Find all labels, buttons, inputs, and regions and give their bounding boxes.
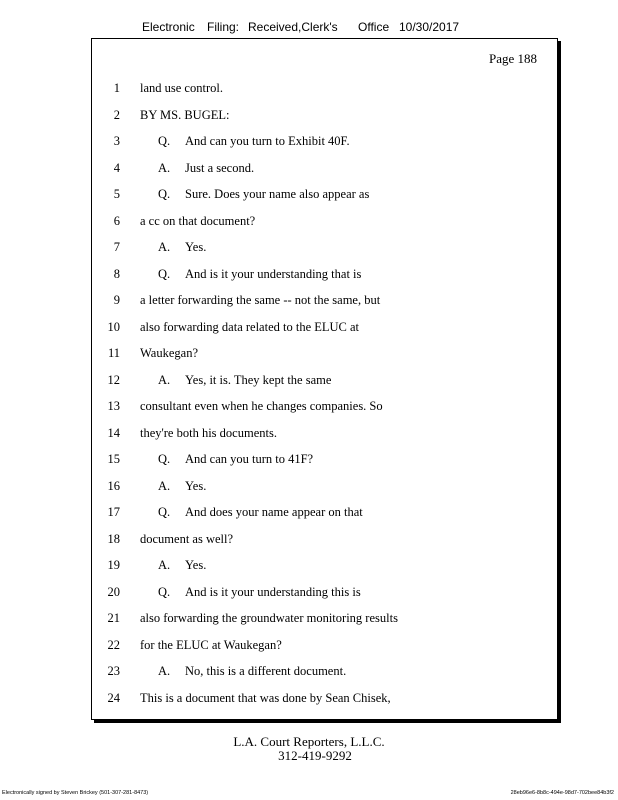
line-text (140, 346, 198, 361)
line-number: 15 (107, 452, 120, 466)
line-number: 22 (107, 637, 120, 652)
transcript-page (91, 38, 558, 720)
line-number: 12 (107, 372, 120, 387)
speaker-mark: Q. (158, 584, 171, 599)
transcript-line (92, 479, 557, 499)
line-content: BY MS. BUGEL: (140, 107, 230, 122)
line-text (140, 81, 223, 96)
line-content: document as well? (140, 531, 234, 546)
transcript-line (92, 108, 557, 128)
esign-right: 28eb96e6-8b8c-494e-98d7-702bee84b3f2 (510, 790, 614, 796)
line-number: 24 (107, 690, 120, 705)
transcript-line (92, 320, 557, 340)
line-number: 7 (113, 240, 120, 254)
transcript-line (92, 399, 557, 419)
speaker-mark: A. (158, 160, 171, 175)
transcript-line (92, 611, 557, 631)
line-number: 23 (107, 664, 120, 678)
line-content: a letter forwarding the same -- not the same, but (140, 293, 381, 307)
stamp-word-electronic: Electronic (142, 20, 195, 34)
line-text (140, 532, 233, 547)
line-number: 21 (107, 611, 120, 625)
court-reporter-name: L.A. Court Reporters, L.L.C. (233, 734, 385, 749)
line-text (140, 293, 380, 308)
line-text (158, 558, 206, 573)
transcript-line (92, 505, 557, 525)
line-number: 9 (113, 293, 120, 307)
line-text (158, 267, 361, 282)
line-content: Sure. Does your name also appear as (185, 187, 370, 201)
line-content: also forwarding data related to the ELUC at (140, 319, 360, 334)
line-content: Yes. (185, 240, 207, 254)
transcript-line (92, 214, 557, 234)
transcript-line (92, 558, 557, 578)
line-text (158, 134, 350, 149)
line-content: This is a document that was done by Sean Chisek, (140, 690, 391, 705)
line-text (158, 479, 206, 494)
line-content: Yes. (185, 478, 207, 493)
line-number: 8 (113, 266, 120, 281)
line-text (140, 611, 398, 626)
transcript-line (92, 638, 557, 658)
line-content: consultant even when he changes companies. So (140, 399, 383, 413)
speaker-mark: Q. (158, 505, 171, 519)
page-number: Page 188 (488, 51, 537, 66)
line-content: Yes, it is. They kept the same (185, 372, 332, 387)
court-reporter-phone: 312-419-9292 (278, 748, 352, 763)
line-content: Yes. (185, 558, 207, 572)
line-text (158, 664, 346, 679)
line-content: also forwarding the groundwater monitoring results (140, 611, 398, 625)
transcript-line (92, 585, 557, 605)
line-content: Just a second. (185, 160, 255, 175)
line-text (140, 638, 282, 653)
transcript-line (92, 691, 557, 711)
speaker-mark: A. (158, 372, 171, 387)
transcript-line (92, 134, 557, 154)
line-number: 16 (107, 478, 120, 493)
line-number: 11 (107, 346, 120, 360)
transcript-line (92, 452, 557, 472)
line-content: a cc on that document? (140, 213, 256, 228)
esign-left: Electronically signed by Steven Brickey (501-307-281-8473) (2, 790, 149, 796)
line-content: they're both his documents. (140, 425, 277, 440)
speaker-mark: A. (158, 240, 171, 254)
transcript-line (92, 532, 557, 552)
line-number: 20 (107, 584, 120, 599)
speaker-mark: Q. (158, 134, 171, 148)
stamp-word-received: Received,Clerk's (248, 20, 338, 34)
line-content: Waukegan? (140, 346, 198, 360)
stamp-date: 10/30/2017 (399, 20, 460, 34)
line-content: And does your name appear on that (185, 505, 363, 519)
filing-stamp (0, 20, 618, 38)
line-number: 13 (107, 399, 120, 413)
line-number: 18 (107, 531, 120, 546)
speaker-mark: A. (158, 558, 171, 572)
line-text (140, 426, 277, 441)
transcript-line (92, 426, 557, 446)
line-text (158, 452, 313, 467)
line-content: for the ELUC at Waukegan? (140, 637, 282, 652)
stamp-word-office: Office (358, 20, 390, 34)
line-number: 17 (107, 505, 120, 519)
line-text (158, 187, 369, 202)
transcript-line (92, 81, 557, 101)
line-text (140, 691, 391, 706)
transcript-line (92, 240, 557, 260)
line-text (158, 240, 206, 255)
line-number: 5 (113, 187, 120, 201)
speaker-mark: A. (158, 478, 171, 493)
line-number: 3 (113, 134, 120, 148)
stamp-word-filing: Filing: (207, 20, 240, 34)
transcript-line (92, 267, 557, 287)
line-content: No, this is a different document. (185, 664, 347, 678)
transcript-line (92, 187, 557, 207)
line-number: 19 (107, 558, 120, 572)
line-text (140, 108, 229, 123)
line-content: And is it your understanding that is (185, 266, 362, 281)
line-text (140, 320, 359, 335)
line-text (158, 161, 254, 176)
line-number: 2 (113, 107, 120, 122)
transcript-line (92, 293, 557, 313)
speaker-mark: Q. (158, 187, 171, 201)
line-text (158, 505, 363, 520)
transcript-line (92, 373, 557, 393)
line-text (158, 585, 361, 600)
line-content: land use control. (140, 81, 223, 95)
line-text (158, 373, 331, 388)
line-content: And can you turn to 41F? (185, 452, 314, 466)
line-number: 6 (113, 213, 120, 228)
line-number: 4 (113, 160, 120, 175)
line-number: 1 (113, 81, 120, 95)
line-text (140, 399, 383, 414)
line-text (140, 214, 255, 229)
transcript-line (92, 161, 557, 181)
line-number: 10 (107, 319, 120, 334)
speaker-mark: A. (158, 664, 171, 678)
line-content: And is it your understanding this is (185, 584, 361, 599)
transcript-line (92, 664, 557, 684)
speaker-mark: Q. (158, 452, 171, 466)
speaker-mark: Q. (158, 266, 171, 281)
line-number: 14 (107, 425, 120, 440)
line-content: And can you turn to Exhibit 40F. (185, 134, 350, 148)
transcript-line (92, 346, 557, 366)
